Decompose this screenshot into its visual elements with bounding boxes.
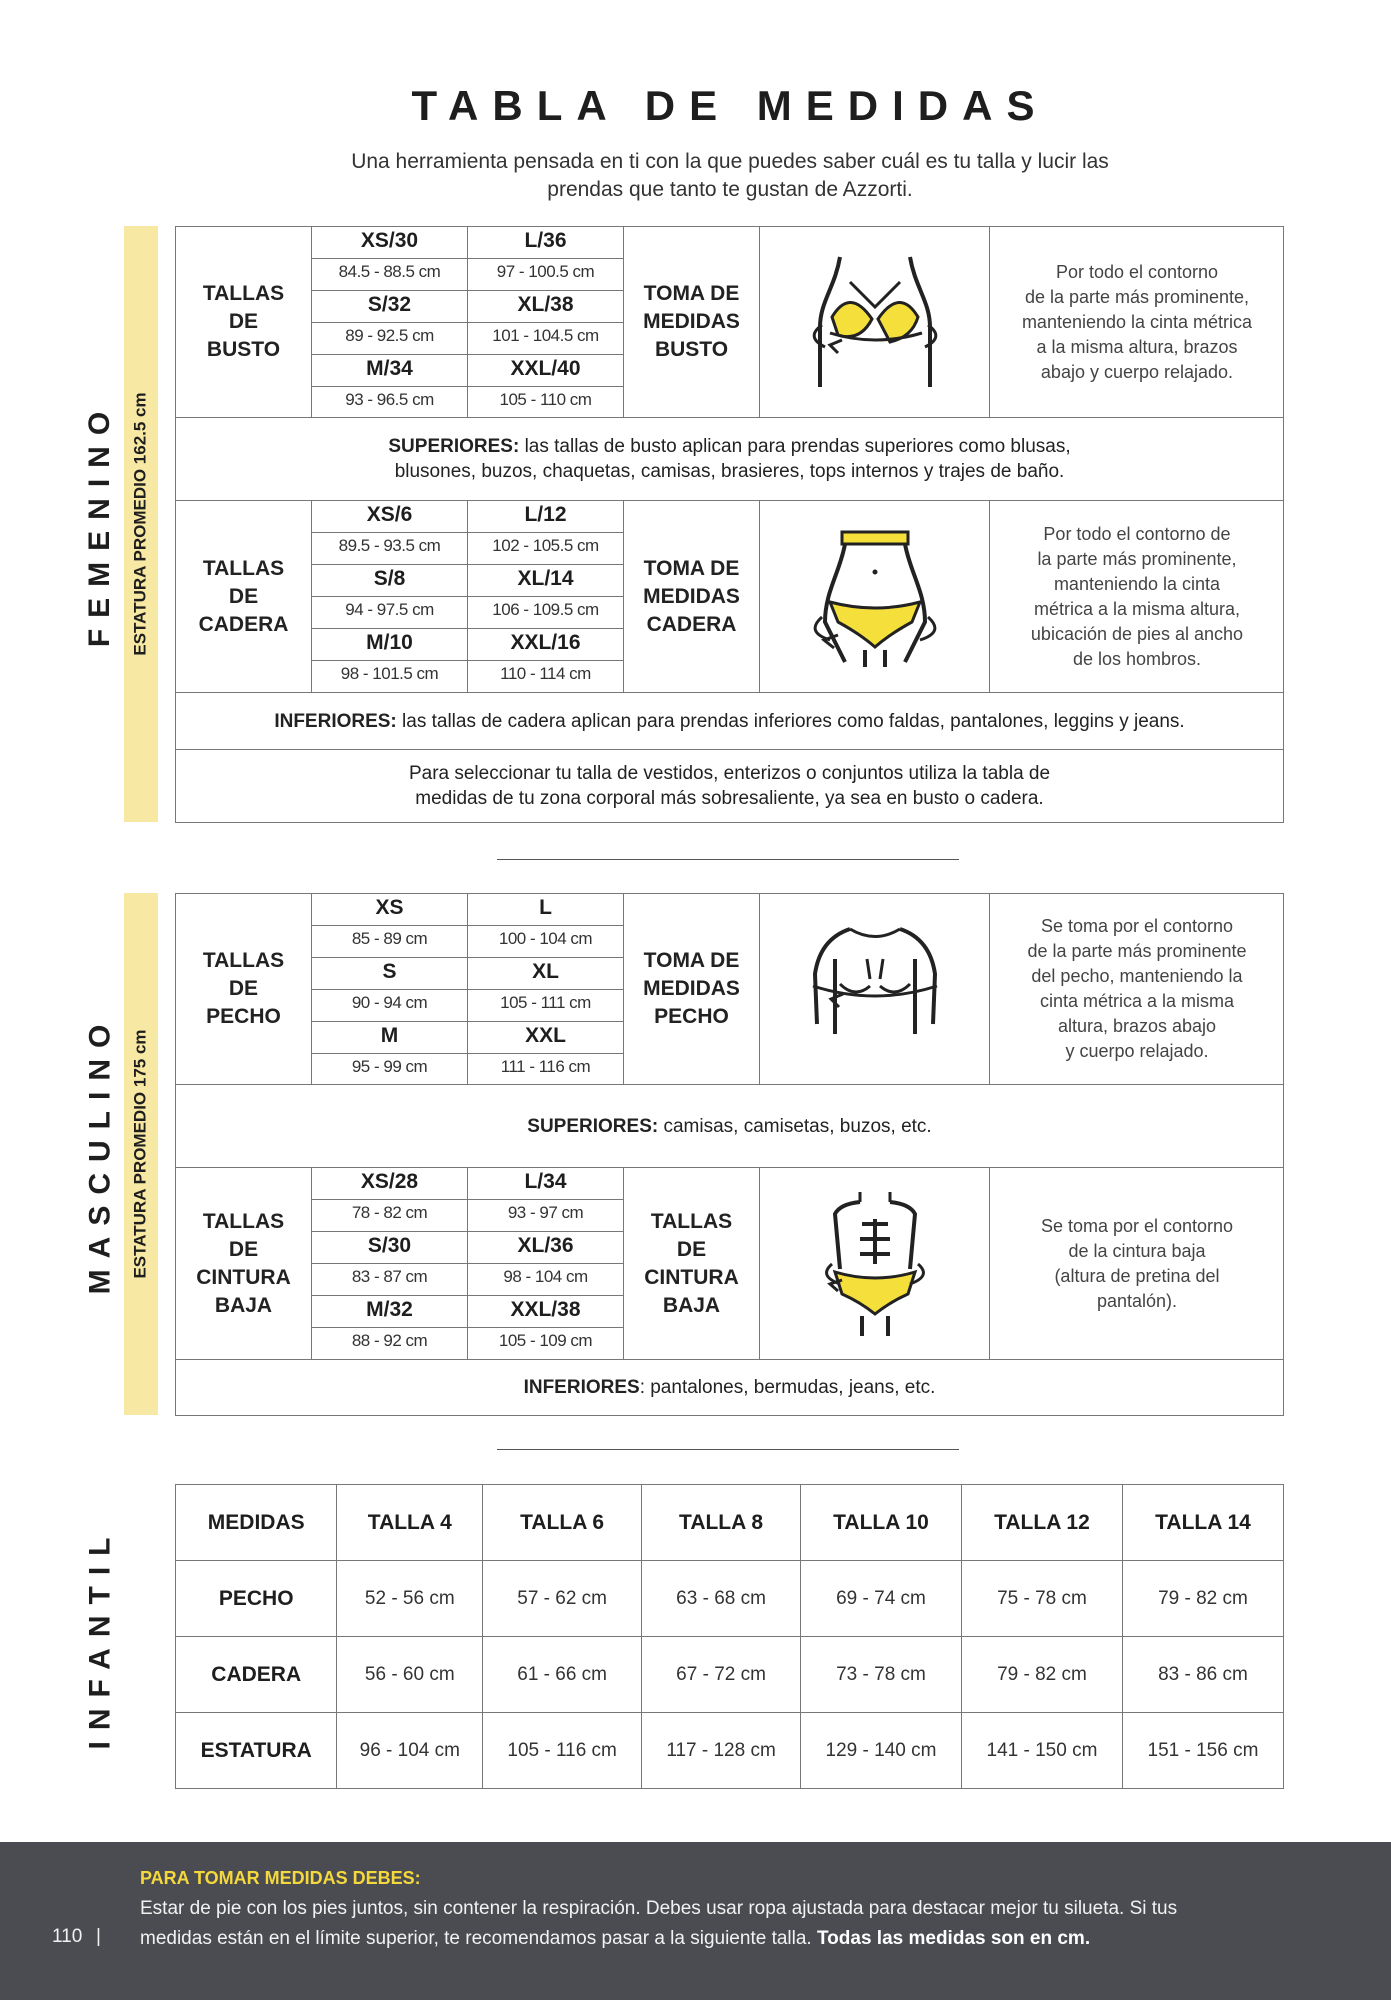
size-range: 98 - 104 cm <box>503 1267 588 1286</box>
busto-label-line: BUSTO <box>206 338 281 361</box>
size-range: 85 - 89 cm <box>351 929 428 948</box>
pecho-label-line: DE <box>228 977 259 1000</box>
size-name: S/32 <box>367 293 412 316</box>
size-name: XXL/16 <box>510 631 581 654</box>
cintura-label-line: CINTURA <box>196 1265 291 1289</box>
cintura-size-col-right <box>468 1168 624 1359</box>
femenino-label-text: FEMENINO <box>83 400 116 648</box>
busto-size-col-left <box>312 227 468 417</box>
cintura-description <box>990 1168 1284 1359</box>
section-divider <box>497 859 959 860</box>
cadera-size-col-left <box>312 501 468 692</box>
cintura-size-col-left <box>312 1168 468 1359</box>
measure-label-line: BAJA <box>662 1293 721 1317</box>
desc-line: manteniendo la cinta <box>1053 573 1221 594</box>
subtitle-line-1: Una herramienta pensada en ti con la que puedes saber cuál es tu talla y lucir las <box>351 150 1109 173</box>
table-cell: 57 - 62 cm <box>483 1561 642 1637</box>
note-bold: SUPERIORES: <box>388 436 520 457</box>
size-name: XS/6 <box>366 503 413 526</box>
pecho-label <box>176 894 312 1084</box>
desc-line: Por todo el contorno <box>1055 261 1219 282</box>
column-header: MEDIDAS <box>176 1485 337 1561</box>
table-cell: 67 - 72 cm <box>642 1637 801 1713</box>
busto-label <box>176 227 312 417</box>
desc-line: manteniendo la cinta métrica <box>1021 311 1253 332</box>
femenino-superiores-note <box>176 418 1283 501</box>
femenino-vestidos-note <box>176 750 1283 822</box>
masculino-height-bar <box>124 893 158 1415</box>
cintura-label <box>176 1168 312 1359</box>
desc-line: cinta métrica a la misma <box>1039 991 1235 1011</box>
size-range: 94 - 97.5 cm <box>345 600 434 619</box>
table-cell: 73 - 78 cm <box>801 1637 962 1713</box>
size-range: 78 - 82 cm <box>351 1203 428 1222</box>
busto-label-line: DE <box>228 310 259 333</box>
desc-line: la parte más prominente, <box>1037 548 1237 569</box>
cadera-row <box>176 501 1283 693</box>
footer-panel <box>0 1842 1391 2000</box>
row-header: CADERA <box>176 1637 337 1713</box>
pecho-size-col-right <box>468 894 624 1084</box>
table-cell: 129 - 140 cm <box>801 1713 962 1789</box>
desc-line: abajo y cuerpo relajado. <box>1040 361 1234 382</box>
note-bold: INFERIORES: <box>274 710 397 732</box>
size-name: M/10 <box>366 631 413 654</box>
size-name: S <box>382 960 397 983</box>
column-header: TALLA 14 <box>1122 1485 1283 1561</box>
note-text: blusones, buzos, chaquetas, camisas, brasieres, tops internos y trajes de baño. <box>394 461 1065 482</box>
table-row <box>176 1713 1284 1789</box>
footer-text-line: Estar de pie con los pies juntos, sin contener la respiración. Debes usar ropa ajustada para destacar mejor tu silueta. Si tus <box>140 1898 1178 1919</box>
size-range: 98 - 101.5 cm <box>340 664 439 683</box>
masculino-inferiores-note <box>176 1360 1283 1415</box>
size-range: 106 - 109.5 cm <box>492 600 599 619</box>
footer-text <box>140 1894 1340 1954</box>
table-cell: 141 - 150 cm <box>961 1713 1122 1789</box>
cintura-sizes <box>312 1168 624 1359</box>
size-name: XL/36 <box>517 1234 574 1257</box>
size-range: 105 - 109 cm <box>498 1331 593 1350</box>
infantil-section-label <box>55 1484 145 1792</box>
size-name: L/34 <box>524 1170 567 1193</box>
cintura-illustration <box>760 1168 990 1359</box>
cadera-size-col-right <box>468 501 624 692</box>
table-cell: 52 - 56 cm <box>337 1561 483 1637</box>
size-range: 100 - 104 cm <box>498 929 593 948</box>
note-text: : pantalones, bermudas, jeans, etc. <box>639 1377 936 1398</box>
desc-line: a la misma altura, brazos <box>1036 336 1238 357</box>
size-name: XS <box>375 896 404 919</box>
desc-line: y cuerpo relajado. <box>1065 1041 1209 1061</box>
desc-line: de la parte más prominente, <box>1024 286 1250 307</box>
size-name: M <box>380 1024 399 1047</box>
size-name: L <box>539 896 552 919</box>
size-name: M/32 <box>366 1298 413 1321</box>
note-text: Para seleccionar tu talla de vestidos, enterizos o conjuntos utiliza la tabla de <box>408 763 1051 784</box>
size-name: XS/28 <box>360 1170 419 1193</box>
table-cell: 61 - 66 cm <box>483 1637 642 1713</box>
page-number-separator: | <box>96 1926 101 1947</box>
infantil-size-table <box>175 1484 1284 1789</box>
desc-line: altura, brazos abajo <box>1057 1016 1217 1036</box>
desc-line: de los hombros. <box>1072 648 1202 669</box>
note-text: medidas de tu zona corporal más sobresaliente, ya sea en busto o cadera. <box>415 788 1044 809</box>
size-name: L/36 <box>524 229 567 252</box>
size-range: 111 - 116 cm <box>500 1057 591 1076</box>
table-cell: 79 - 82 cm <box>961 1637 1122 1713</box>
note-bold: SUPERIORES: <box>527 1115 659 1137</box>
size-range: 93 - 96.5 cm <box>345 390 434 409</box>
cintura-row <box>176 1168 1283 1360</box>
table-cell: 69 - 74 cm <box>801 1561 962 1637</box>
measure-label-line: PECHO <box>654 1005 729 1028</box>
cintura-label-line: DE <box>228 1237 259 1261</box>
table-cell: 96 - 104 cm <box>337 1713 483 1789</box>
table-cell: 79 - 82 cm <box>1122 1561 1283 1637</box>
cadera-description <box>990 501 1284 692</box>
busto-measure-label <box>624 227 760 417</box>
size-range: 93 - 97 cm <box>507 1203 584 1222</box>
row-header: PECHO <box>176 1561 337 1637</box>
size-name: XL/38 <box>517 293 574 316</box>
femenino-height-bar <box>124 226 158 822</box>
size-name: S/30 <box>367 1234 412 1257</box>
measure-label-line: TOMA DE <box>643 282 740 305</box>
size-range: 89.5 - 93.5 cm <box>338 536 441 555</box>
desc-line: del pecho, manteniendo la <box>1031 966 1243 986</box>
column-header: TALLA 12 <box>961 1485 1122 1561</box>
note-text: las tallas de busto aplican para prendas superiores como blusas, <box>519 436 1071 457</box>
femenino-table <box>175 226 1284 823</box>
note-bold: INFERIORES <box>523 1377 640 1398</box>
size-name: XS/30 <box>360 229 419 252</box>
busto-illustration <box>760 227 990 417</box>
measure-label-line: CADERA <box>646 612 737 636</box>
cintura-label-line: BAJA <box>214 1293 273 1317</box>
masculino-table <box>175 893 1284 1416</box>
page-subtitle <box>255 148 1205 204</box>
column-header: TALLA 6 <box>483 1485 642 1561</box>
size-name: L/12 <box>524 503 567 526</box>
size-range: 105 - 110 cm <box>499 390 592 409</box>
pecho-label-line: TALLAS <box>202 949 285 972</box>
note-text: camisas, camisetas, buzos, etc. <box>658 1115 932 1137</box>
masculino-label-text: MASCULINO <box>83 1013 116 1295</box>
measure-label-line: TOMA DE <box>643 556 740 580</box>
size-name: XL <box>532 960 559 983</box>
busto-row <box>176 227 1283 418</box>
cintura-label-line: TALLAS <box>202 1209 285 1233</box>
pecho-description <box>990 894 1284 1084</box>
footer-text-line: medidas están en el límite superior, te recomendamos pasar a la siguiente talla. <box>140 1928 812 1949</box>
table-cell: 83 - 86 cm <box>1122 1637 1283 1713</box>
column-header: TALLA 8 <box>642 1485 801 1561</box>
pecho-size-col-left <box>312 894 468 1084</box>
measure-label-line: CINTURA <box>644 1265 739 1289</box>
cadera-sizes <box>312 501 624 692</box>
size-range: 97 - 100.5 cm <box>496 262 595 281</box>
desc-line: pantalón). <box>1096 1290 1178 1311</box>
busto-description <box>990 227 1284 417</box>
measure-label-line: MEDIDAS <box>643 977 740 1000</box>
hip-figure-icon <box>800 522 950 672</box>
table-cell: 117 - 128 cm <box>642 1713 801 1789</box>
size-range: 88 - 92 cm <box>351 1331 428 1350</box>
table-cell: 151 - 156 cm <box>1122 1713 1283 1789</box>
desc-line: ubicación de pies al ancho <box>1030 623 1244 644</box>
cadera-label-line: DE <box>228 584 259 608</box>
size-name: XXL <box>525 1024 566 1047</box>
subtitle-line-2: prendas que tanto te gustan de Azzorti. <box>547 178 913 201</box>
measure-label-line: DE <box>676 1237 707 1261</box>
size-range: 89 - 92.5 cm <box>345 326 434 345</box>
column-header: TALLA 10 <box>801 1485 962 1561</box>
size-range: 83 - 87 cm <box>351 1267 428 1286</box>
table-cell: 56 - 60 cm <box>337 1637 483 1713</box>
page-number: 110 <box>52 1926 83 1947</box>
table-cell: 63 - 68 cm <box>642 1561 801 1637</box>
masculino-height-text: ESTATURA PROMEDIO 175 cm <box>131 1029 151 1279</box>
table-header-row <box>176 1485 1284 1561</box>
size-range: 84.5 - 88.5 cm <box>338 262 441 281</box>
measure-label-line: TALLAS <box>650 1209 733 1233</box>
table-cell: 105 - 116 cm <box>483 1713 642 1789</box>
desc-line: (altura de pretina del <box>1054 1265 1220 1286</box>
column-header: TALLA 4 <box>337 1485 483 1561</box>
desc-line: Por todo el contorno de <box>1043 523 1231 544</box>
femenino-height-text: ESTATURA PROMEDIO 162.5 cm <box>131 392 150 656</box>
size-range: 101 - 104.5 cm <box>492 326 599 345</box>
table-row <box>176 1561 1284 1637</box>
cintura-measure-label <box>624 1168 760 1359</box>
table-row <box>176 1637 1284 1713</box>
size-range: 95 - 99 cm <box>351 1057 428 1076</box>
table-cell: 75 - 78 cm <box>961 1561 1122 1637</box>
size-range: 110 - 114 cm <box>500 664 591 683</box>
size-name: XXL/38 <box>510 1298 581 1321</box>
busto-sizes <box>312 227 624 417</box>
cadera-label-line: CADERA <box>198 612 289 636</box>
size-range: 105 - 111 cm <box>500 993 591 1012</box>
size-name: M/34 <box>366 357 413 380</box>
size-name: S/8 <box>373 567 406 590</box>
size-range: 90 - 94 cm <box>351 993 428 1012</box>
pecho-measure-label <box>624 894 760 1084</box>
cadera-label <box>176 501 312 692</box>
section-divider <box>497 1449 959 1450</box>
note-text: las tallas de cadera aplican para prendas inferiores como faldas, pantalones, leggins y jeans. <box>396 710 1185 732</box>
cadera-illustration <box>760 501 990 692</box>
pecho-sizes <box>312 894 624 1084</box>
chest-figure-icon <box>795 914 955 1064</box>
size-name: XXL/40 <box>510 357 581 380</box>
femenino-inferiores-note <box>176 693 1283 750</box>
measure-label-line: BUSTO <box>654 338 729 361</box>
footer-title: PARA TOMAR MEDIDAS DEBES: <box>140 1868 421 1888</box>
pecho-illustration <box>760 894 990 1084</box>
cadera-measure-label <box>624 501 760 692</box>
busto-size-col-right <box>468 227 624 417</box>
size-range: 102 - 105.5 cm <box>492 536 599 555</box>
waist-figure-icon <box>800 1184 950 1344</box>
measure-label-line: TOMA DE <box>643 949 740 972</box>
footer-text-bold: Todas las medidas son en cm. <box>811 1928 1091 1949</box>
desc-line: métrica a la misma altura, <box>1033 598 1241 619</box>
cadera-label-line: TALLAS <box>202 556 285 580</box>
pecho-row <box>176 894 1283 1085</box>
desc-line: Se toma por el contorno <box>1040 1215 1234 1236</box>
bust-figure-icon <box>800 247 950 397</box>
measure-label-line: MEDIDAS <box>643 310 740 333</box>
size-name: XL/14 <box>517 567 574 590</box>
desc-line: de la cintura baja <box>1068 1240 1206 1261</box>
masculino-superiores-note <box>176 1085 1283 1168</box>
desc-line: Se toma por el contorno <box>1040 916 1234 936</box>
desc-line: de la parte más prominente <box>1027 941 1247 961</box>
page-title: TABLA DE MEDIDAS <box>411 82 1049 129</box>
row-header: ESTATURA <box>176 1713 337 1789</box>
pecho-label-line: PECHO <box>206 1005 281 1028</box>
measure-label-line: MEDIDAS <box>643 584 740 608</box>
busto-label-line: TALLAS <box>202 282 285 305</box>
infantil-label-text: INFANTIL <box>83 1526 116 1750</box>
